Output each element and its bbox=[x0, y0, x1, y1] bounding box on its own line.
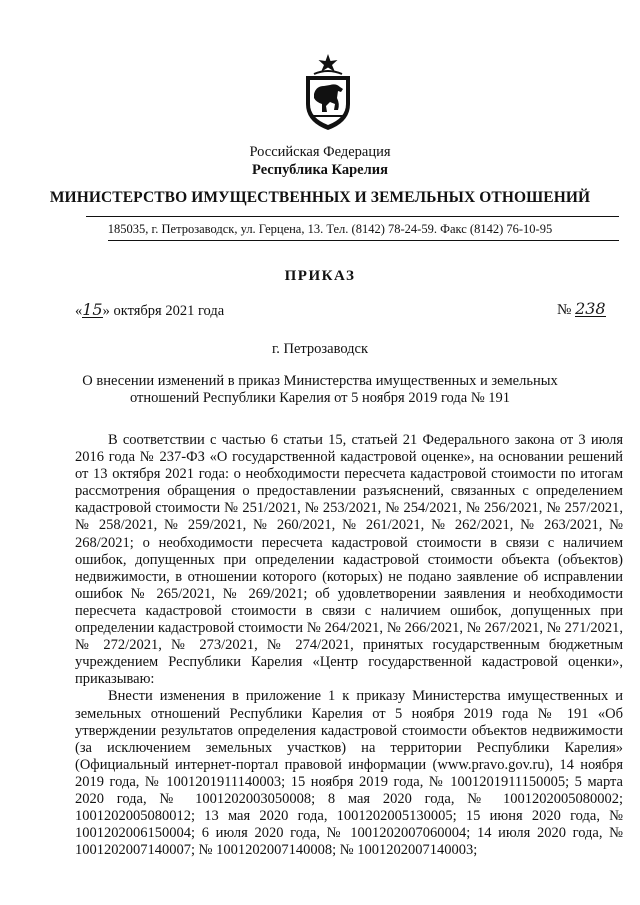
subject-line-2: отношений Республики Карелия от 5 ноября 2019 года № 191 bbox=[129, 390, 511, 406]
body-paragraph-2: Внести изменения в приложение 1 к приказу Министерства имущественных и земельных отношений Республики Карелия от 5 ноября 2019 года № 191 «Об утверждении результатов определения кадастровой стоимости объектов недвижимости (за исключением земельных участков) на территории Республики Карелия» (Официальный интернет-портал правовой информации (www.pravo.gov.ru), 14 ноября 2019 года, № 1001201911140003; 15 ноября 2019 года, № 1001201911150005; 5 марта 2020 года, № 1001202003050008; 8 мая 2020 года, № 1001202005080002; 1001202005080012; 13 мая 2020 года, 1001202005130005; 15 июня 2020 года, № 1001202006150004; 6 июля 2020 года, № 1001202007060004; 14 июля 2020 года, № 1001202007140007; № 1001202007140008; № 1001202007140003; bbox=[75, 688, 623, 859]
handwritten-day: 15 bbox=[82, 300, 103, 319]
country-name: Российская Федерация bbox=[249, 144, 391, 160]
order-body bbox=[75, 432, 623, 859]
karelia-coat-of-arms-icon bbox=[300, 52, 356, 132]
region-name: Республика Карелия bbox=[252, 162, 388, 178]
header-divider-thick bbox=[86, 216, 619, 217]
city-name: г. Петрозаводск bbox=[271, 341, 369, 357]
date-rest: » октября 2021 года bbox=[102, 303, 225, 319]
order-date bbox=[75, 300, 225, 320]
handwritten-number: 238 bbox=[575, 299, 606, 318]
header-divider-thin bbox=[108, 240, 619, 241]
order-number bbox=[557, 299, 606, 319]
document-type: ПРИКАЗ bbox=[284, 268, 356, 284]
number-label: № bbox=[557, 302, 572, 318]
subject-line-1: О внесении изменений в приказ Министерства имущественных и земельных bbox=[82, 373, 558, 389]
ministry-address: 185035, г. Петрозаводск, ул. Герцена, 13. Тел. (8142) 78-24-59. Факс (8142) 76-10-95 bbox=[107, 222, 553, 236]
order-subject bbox=[0, 373, 640, 407]
body-paragraph-1: В соответствии с частью 6 статьи 15, статьей 21 Федерального закона от 3 июля 2016 года № 237-ФЗ «О государственной кадастровой оценке», на основании решений от 13 октября 2021 года: о необходимости пересчета кадастровой стоимости по итогам рассмотрения обращения о предоставлении разъяснений, связанных с определением кадастровой стоимости № 251/2021, № 253/2021, № 254/2021, № 256/2021, № 257/2021, № 258/2021, № 259/2021, № 260/2021, № 261/2021, № 262/2021, № 263/2021, № 268/2021; о необходимости пересчета кадастровой стоимости в связи с наличием ошибок, допущенных при определении кадастровой стоимости объекта (объектов) недвижимости, в отношении которого (которых) не подано заявление об исправлении ошибок № 265/2021, № 269/2021; об удовлетворении заявления и необходимости пересчета кадастровой стоимости в связи с наличием ошибок, допущенных при определении кадастровой стоимости № 264/2021, № 266/2021, № 267/2021, № 271/2021, № 272/2021, № 273/2021, № 274/2021, принятых государственным бюджетным учреждением Республики Карелия «Центр государственной кадастровой оценки», приказываю: bbox=[75, 432, 623, 688]
ministry-name: МИНИСТЕРСТВО ИМУЩЕСТВЕННЫХ И ЗЕМЕЛЬНЫХ ОТНОШЕНИЙ bbox=[49, 189, 591, 206]
date-open-quote: « bbox=[75, 303, 83, 319]
